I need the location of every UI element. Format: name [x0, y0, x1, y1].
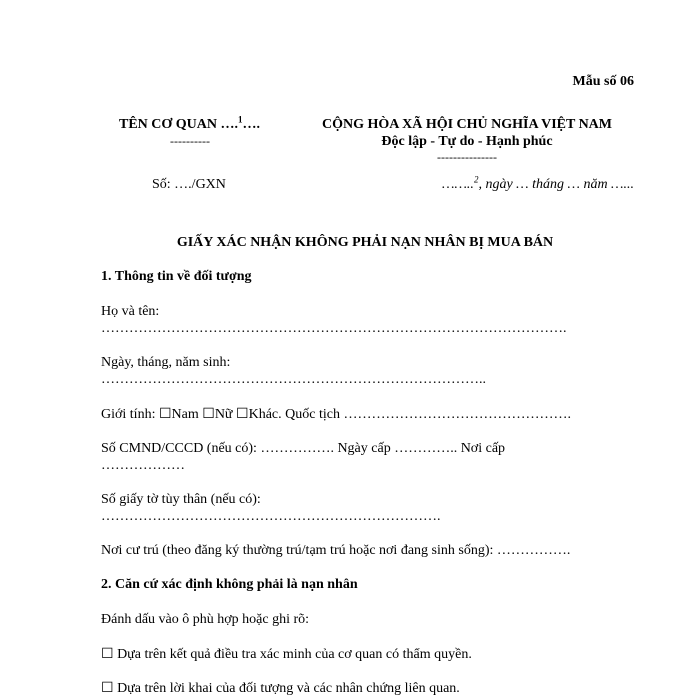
id-place-field[interactable]: ………………: [101, 458, 185, 473]
nation-title: CỘNG HÒA XÃ HỘI CHỦ NGHĨA VIỆT NAM: [321, 117, 612, 132]
place-date-text: , ngày … tháng … năm …...: [478, 177, 634, 192]
agency-name-suffix: ….: [242, 117, 261, 132]
gender-row: [101, 406, 571, 423]
agency-name: [119, 114, 261, 133]
footnote-ref-2: 2: [473, 174, 479, 185]
gender-male-label: Nam: [171, 407, 199, 422]
option-row: [101, 646, 472, 663]
option-2-label: Dựa trên lời khai của đối tượng và các nhân chứng liên quan.: [117, 681, 460, 696]
footnote-ref-1: 1: [238, 114, 243, 125]
option-row: [101, 680, 460, 697]
dob-label: Ngày, tháng, năm sinh:: [101, 355, 231, 370]
motto-rule: ---------------: [437, 150, 497, 164]
document-title: GIẤY XÁC NHẬN KHÔNG PHẢI NẠN NHÂN BỊ MUA BÁN: [176, 235, 554, 250]
dob-field[interactable]: ………………………………………………………………………..: [101, 372, 486, 387]
gender-other-label: Khác.: [248, 407, 282, 422]
agency-rule: ----------: [170, 134, 210, 148]
place-date: [442, 174, 634, 193]
form-number: Mẫu số 06: [572, 74, 634, 89]
gender-label: Giới tính:: [101, 407, 156, 422]
checkbox-option-2[interactable]: ☐: [101, 681, 114, 696]
nationality-field[interactable]: Quốc tịch ………………………………………….: [285, 407, 571, 422]
checkbox-male[interactable]: ☐: [158, 407, 172, 422]
gender-female-label: Nữ: [214, 407, 233, 422]
place-prefix: ……..: [442, 177, 474, 192]
agency-name-prefix: TÊN CƠ QUAN ….: [119, 117, 239, 132]
document-number: Số: …./GXN: [152, 177, 226, 192]
residence-field[interactable]: Nơi cư trú (theo đăng ký thường trú/tạm trú hoặc nơi đang sinh sống): …………….: [101, 543, 571, 558]
checkbox-option-1[interactable]: ☐: [101, 647, 114, 662]
name-label: Họ và tên:: [101, 304, 160, 319]
name-field[interactable]: ……………………………………………………………………………………….: [101, 321, 567, 336]
section2-heading: 2. Căn cứ xác định không phải là nạn nhân: [101, 577, 358, 592]
section2-instruction: Đánh dấu vào ô phù hợp hoặc ghi rõ:: [101, 612, 310, 627]
other-id-field[interactable]: ……………………………………………………………….: [101, 509, 441, 524]
id-line[interactable]: Số CMND/CCCD (nếu có): ……………. Ngày cấp ………….. Nơi cấp: [101, 441, 506, 456]
motto: Độc lập - Tự do - Hạnh phúc: [381, 134, 553, 149]
checkbox-other[interactable]: ☐: [236, 407, 249, 422]
other-id-label: Số giấy tờ tùy thân (nếu có):: [101, 492, 261, 507]
section1-heading: 1. Thông tin về đối tượng: [101, 269, 252, 284]
checkbox-female[interactable]: ☐: [202, 407, 215, 422]
option-1-label: Dựa trên kết quả điều tra xác minh của cơ quan có thẩm quyền.: [117, 647, 472, 662]
